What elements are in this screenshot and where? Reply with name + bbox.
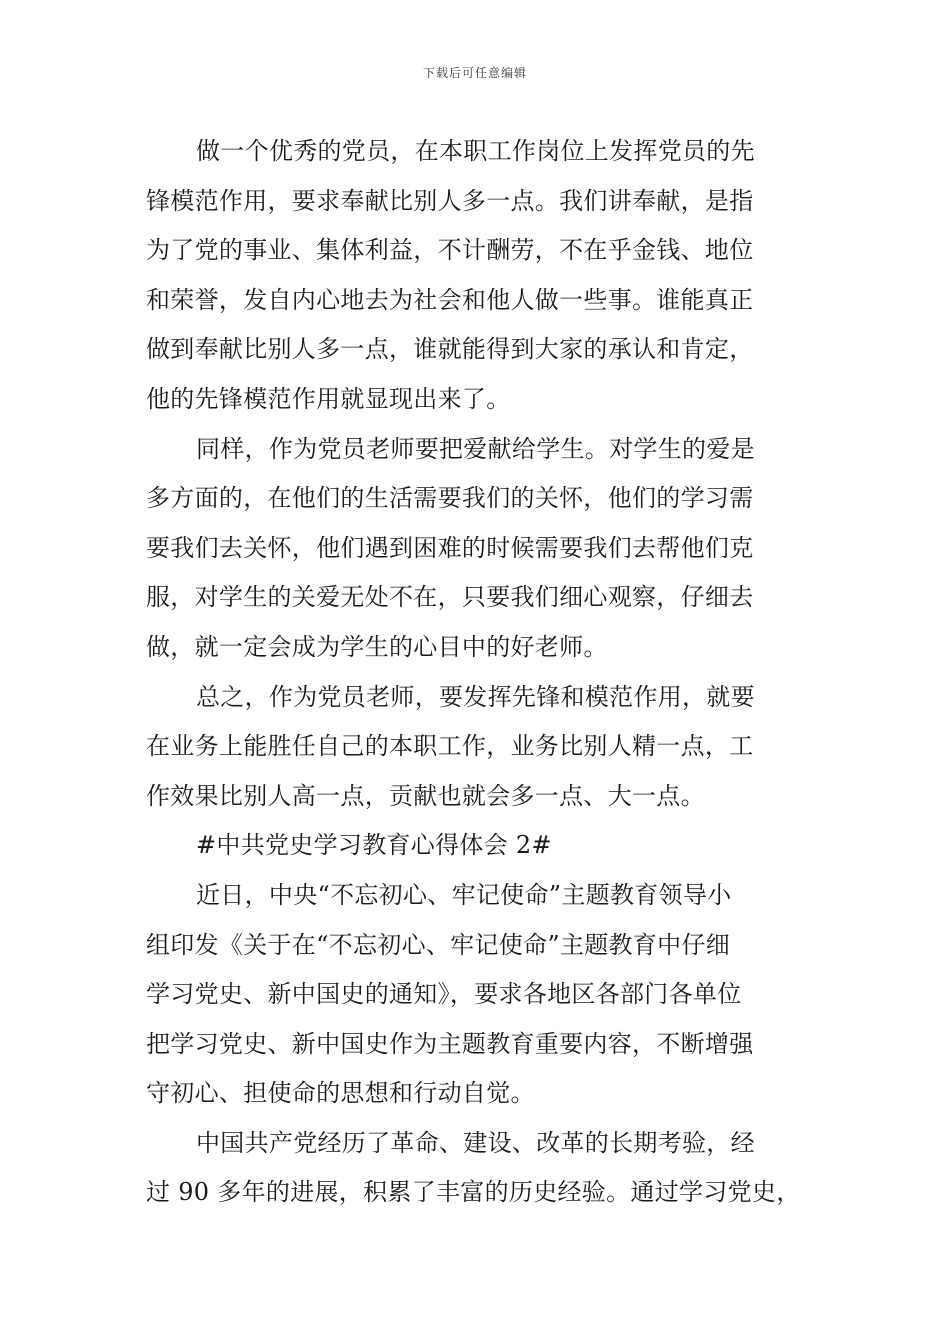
- text-line: 守初心、担使命的思想和行动自觉。: [146, 1079, 535, 1108]
- text-line: 中国共产党经历了革命、建设、改革的长期考验，经: [196, 1128, 755, 1157]
- paragraph: [146, 871, 826, 1119]
- text-line: 把学习党史、新中国史作为主题教育重要内容，不断增强: [146, 1029, 754, 1058]
- text-line: 和荣誉，发自内心地去为社会和他人做一些事。谁能真正: [146, 285, 754, 314]
- text-line: 同样，作为党员老师要把爱献给学生。对学生的爱是: [196, 434, 755, 463]
- text-line: 锋模范作用，要求奉献比别人多一点。我们讲奉献，是指: [146, 186, 754, 215]
- page-header: 下载后可任意编辑: [422, 66, 527, 80]
- text-line: 要我们去关怀，他们遇到困难的时候需要我们去帮他们克: [146, 533, 754, 562]
- text-line: 做一个优秀的党员，在本职工作岗位上发挥党员的先: [196, 137, 755, 165]
- text-line: 多方面的，在他们的生活需要我们的关怀，他们的学习需: [146, 484, 754, 513]
- paragraph: [146, 425, 826, 673]
- text-line: 他的先锋模范作用就显现出来了。: [146, 384, 511, 413]
- text-line: 做到奉献比别人多一点，谁就能得到大家的承认和肯定，: [146, 335, 754, 364]
- text-line: 近日，中央“不忘初心、牢记使命”主题教育领导小: [196, 880, 732, 909]
- text-line: 服，对学生的关爱无处不在，只要我们细心观察，仔细去: [146, 583, 754, 612]
- section-heading-text: #中共党史学习教育心得体会 2#: [196, 831, 552, 860]
- paragraph: [146, 127, 826, 425]
- text-line: 做，就一定会成为学生的心目中的好老师。: [146, 632, 608, 661]
- text-line: 为了党的事业、集体利益，不计酬劳，不在乎金钱、地位: [146, 236, 754, 265]
- paragraph: [146, 673, 826, 822]
- text-line: 总之，作为党员老师，要发挥先锋和模范作用，就要: [196, 682, 755, 711]
- paragraph: [146, 1119, 826, 1218]
- text-line: 过 90 多年的进展，积累了丰富的历史经验。通过学习党史，: [146, 1178, 801, 1207]
- document-body: [146, 127, 826, 1218]
- section-heading: [146, 821, 826, 871]
- text-line: 在业务上能胜任自己的本职工作，业务比别人精一点，工: [146, 732, 754, 761]
- text-line: 作效果比别人高一点，贡献也就会多一点、大一点。: [146, 781, 705, 810]
- text-line: 组印发《关于在“不忘初心、牢记使命”主题教育中仔细: [146, 930, 731, 959]
- text-line: 学习党史、新中国史的通知》，要求各地区各部门各单位: [146, 980, 742, 1009]
